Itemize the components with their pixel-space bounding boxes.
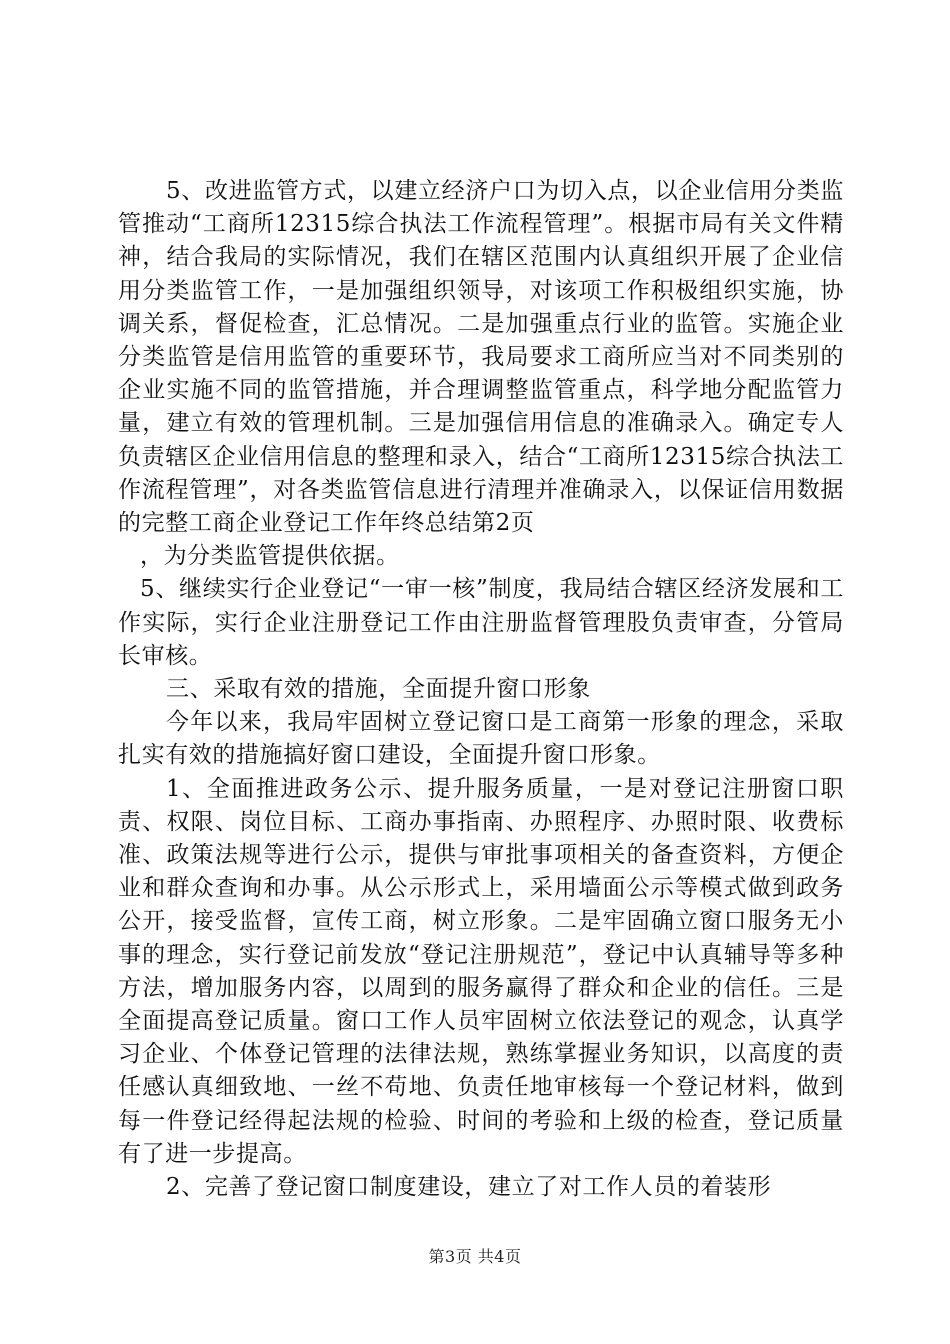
page-footer: 第3页 共4页: [428, 1247, 522, 1266]
document-body: [118, 175, 844, 1204]
paragraph-supervision-method: 5、改进监管方式，以建立经济户口为切入点，以企业信用分类监管推动“工商所12315综合执法工作流程管理”。根据市局有关文件精神，结合我局的实际情况，我们在辖区范围内认真组织开展了企业信用分类监管工作，一是加强组织领导，对该项工作积极组织实施，协调关系，督促检查，汇总情况。二是加强重点行业的监管。实施企业分类监管是信用监管的重要环节，我局要求工商所应当对不同类别的企业实施不同的监管措施，并合理调整监管重点，科学地分配监管力量，建立有效的管理机制。三是加强信用信息的准确录入。确定专人负责辖区企业信用信息的整理和录入，结合“工商所12315综合执法工作流程管理”，对各类监管信息进行清理并准确录入，以保证信用数据的完整工商企业登记工作年终总结第2页: [118, 178, 844, 537]
paragraph-window-intro: 今年以来，我局牢固树立登记窗口是工商第一形象的理念，采取扎实有效的措施搞好窗口建设，全面提升窗口形象。: [118, 709, 844, 769]
paragraph-government-disclosure: 1、全面推进政务公示、提升服务质量，一是对登记注册窗口职责、权限、岗位目标、工商办事指南、办照程序、办照时限、收费标准、政策法规等进行公示，提供与审批事项相关的备查资料，方便企业和群众查询和办事。从公示形式上，采用墙面公示等模式做到政务公开，接受监督，宣传工商，树立形象。二是牢固确立窗口服务无小事的理念，实行登记前发放“登记注册规范”，登记中认真辅导等多种方法，增加服务内容，以周到的服务赢得了群众和企业的信任。三是全面提高登记质量。窗口工作人员牢固树立依法登记的观念，认真学习企业、个体登记管理的法律法规，熟练掌握业务知识，以高度的责任感认真细致地、一丝不苟地、负责任地审核每一个登记材料，做到每一件登记经得起法规的检验、时间的考验和上级的检查，登记质量有了进一步提高。: [118, 775, 844, 1167]
paragraph-continuation: ，为分类监管提供依据。: [140, 543, 400, 570]
paragraph-window-system: 2、完善了登记窗口制度建设，建立了对工作人员的着装形: [166, 1174, 772, 1201]
section-heading-window-image: 三、采取有效的措施，全面提升窗口形象: [166, 676, 591, 703]
paragraph-review-system: 5、继续实行企业登记“一审一核”制度，我局结合辖区经济发展和工作实际，实行企业注册登记工作由注册监督管理股负责审查，分管局长审核。: [118, 576, 844, 669]
